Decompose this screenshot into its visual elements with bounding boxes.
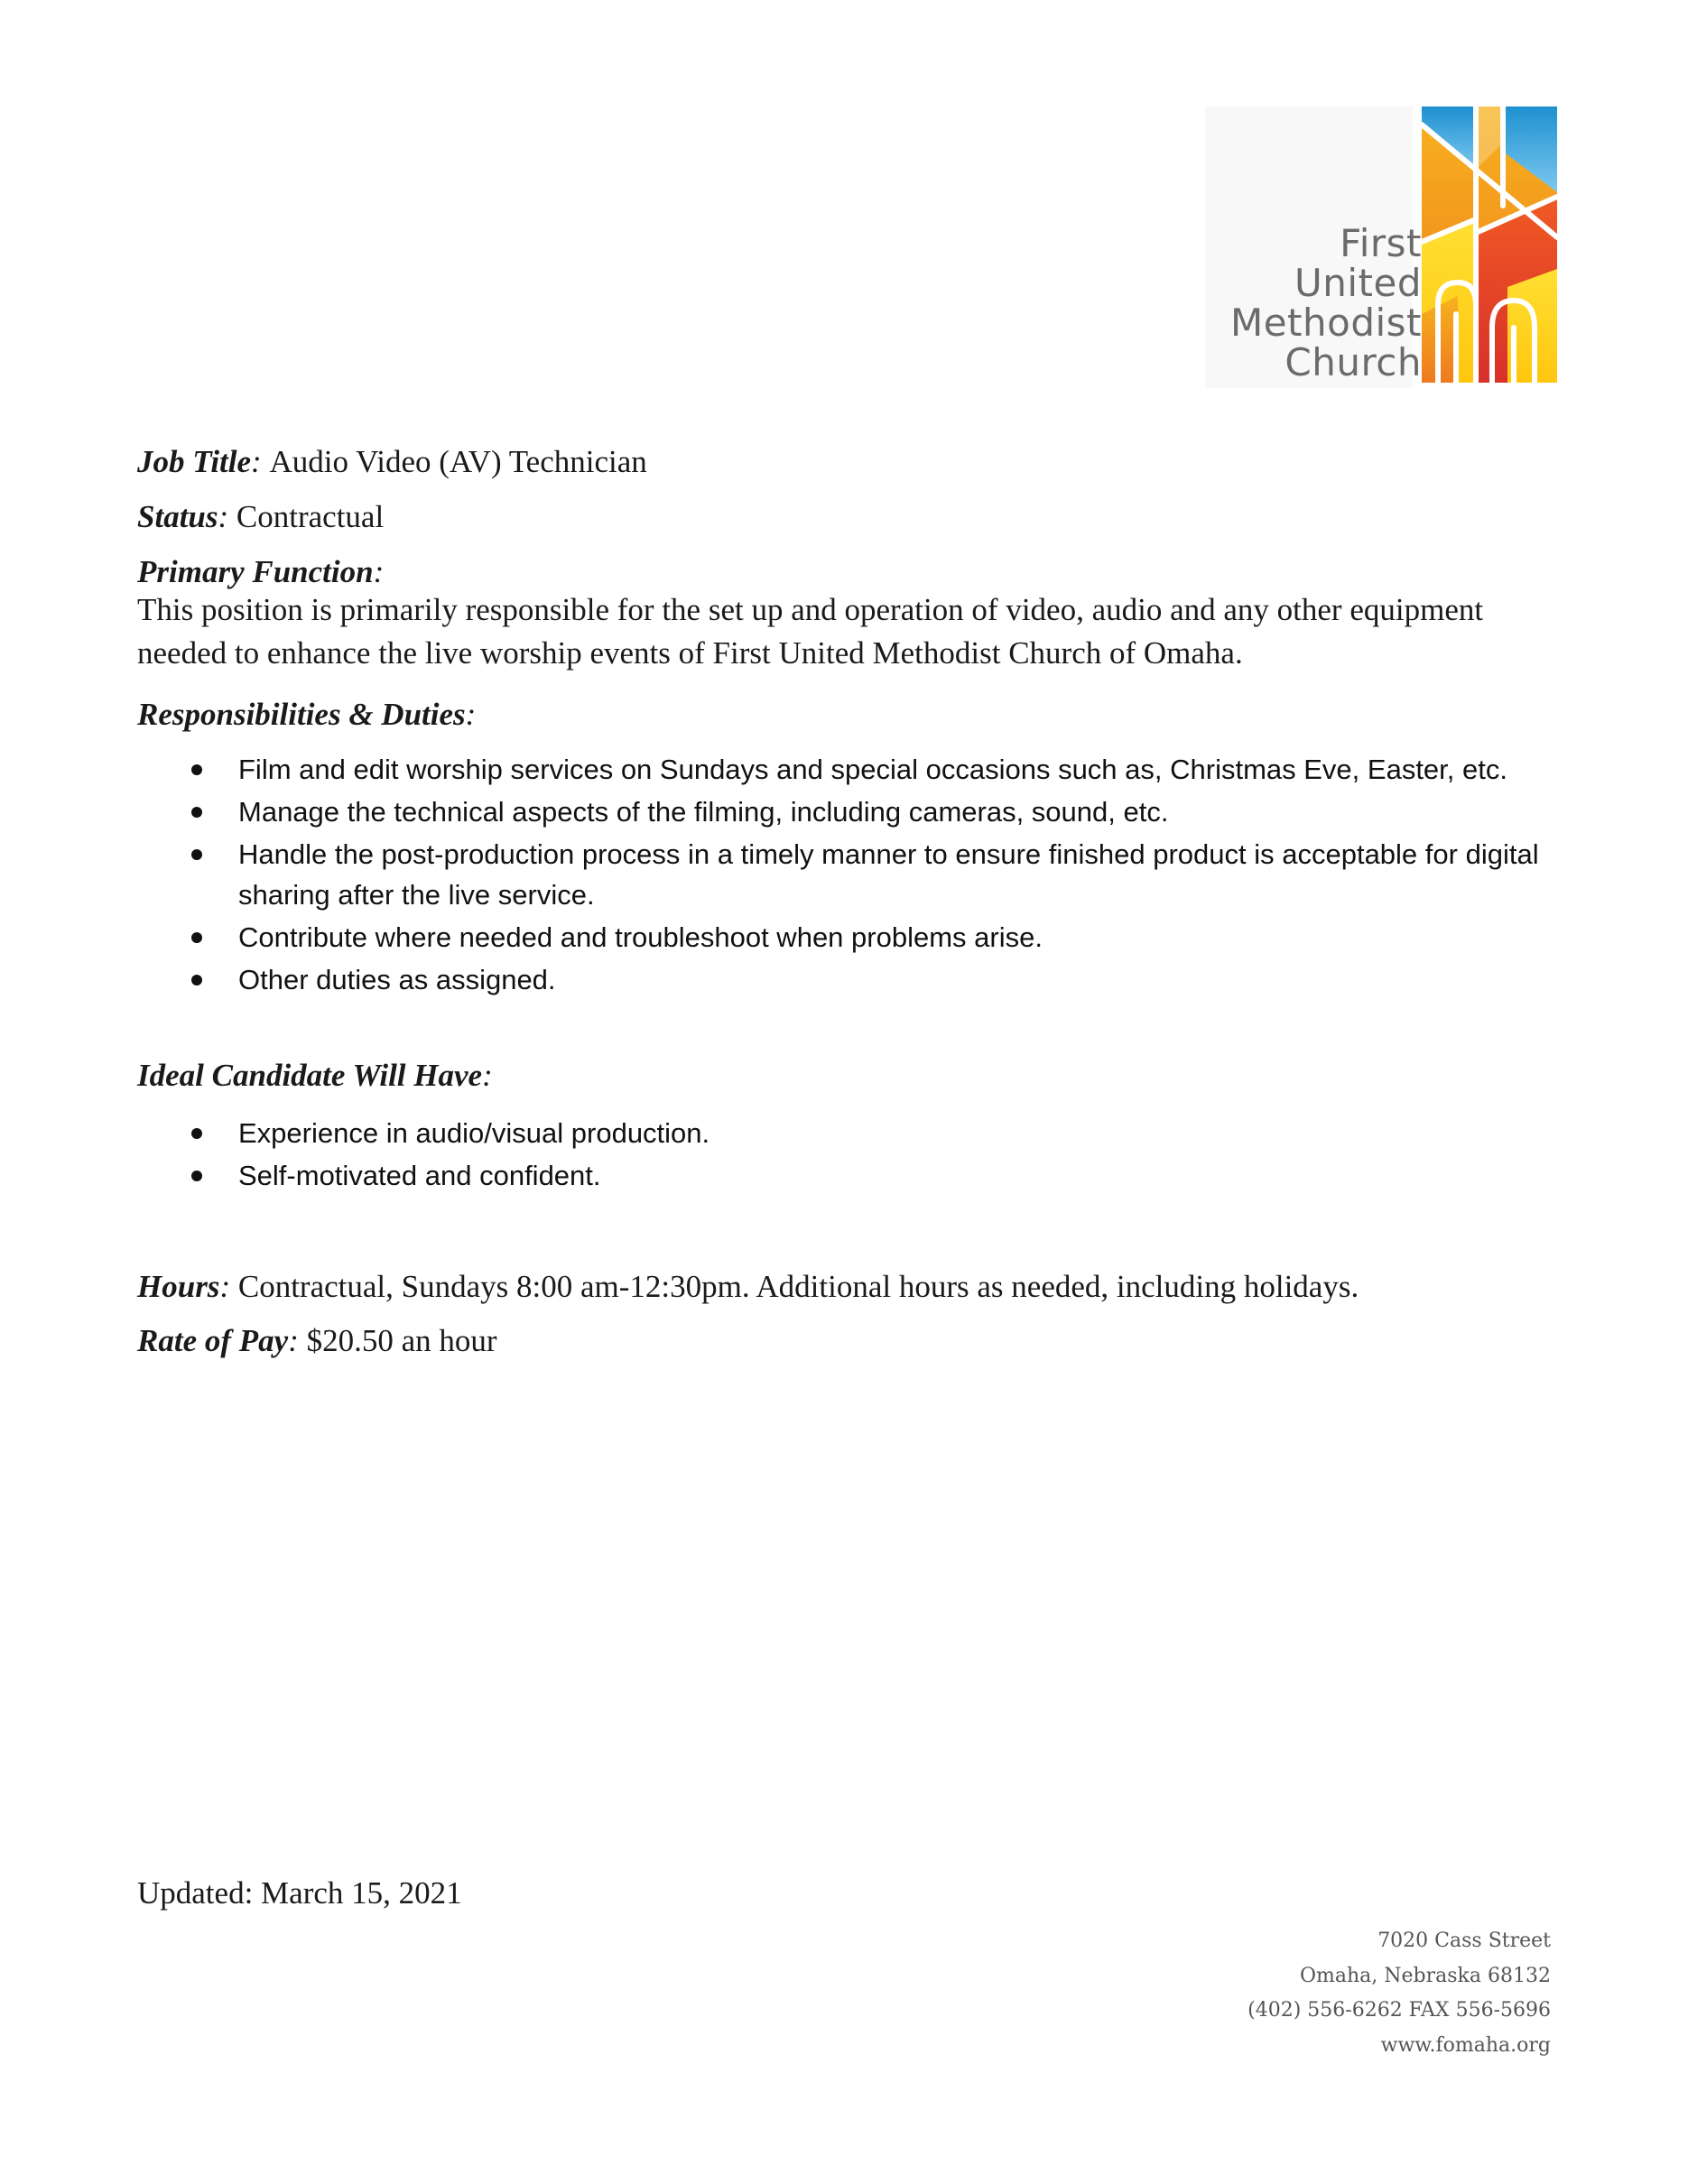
bullet-icon: [191, 1128, 202, 1139]
hours-label: Hours: [137, 1269, 220, 1304]
job-title-label: Job Title: [137, 444, 252, 479]
primary-function-text: This position is primarily responsible for the set up and operation of video, audio and any other equipment needed to enhance the live worship events of First United Methodist Church of Omaha.: [137, 592, 1484, 671]
rate-of-pay-field: Rate of Pay: $20.50 an hour: [137, 1323, 497, 1358]
bullet-icon: [191, 849, 202, 860]
bullet-icon: [191, 807, 202, 818]
list-item: Self-motivated and confident.: [137, 1155, 1545, 1196]
address-website: www.fomaha.org: [1380, 2033, 1551, 2057]
ideal-candidate-list: [137, 1113, 1545, 1198]
list-item: Contribute where needed and troubleshoot when problems arise.: [137, 917, 1545, 958]
logo-line-methodist: Methodist: [1229, 301, 1422, 345]
address-street: 7020 Cass Street: [1377, 1930, 1551, 1952]
church-address: [1247, 1924, 1551, 2063]
status-value: Contractual: [236, 499, 385, 534]
bullet-icon: [191, 764, 202, 775]
list-item: Manage the technical aspects of the filming, including cameras, sound, etc.: [137, 791, 1545, 832]
ideal-candidate-heading: Ideal Candidate Will Have:: [137, 1058, 493, 1093]
list-item: Film and edit worship services on Sundays and special occasions such as, Christmas Eve, Easter, etc.: [137, 749, 1545, 790]
address-city: Omaha, Nebraska 68132: [1300, 1964, 1551, 1987]
address-phone: (402) 556-6262 FAX 556-5696: [1247, 1999, 1551, 2022]
stained-glass-icon: [1422, 106, 1557, 383]
logo-line-first: First: [1340, 221, 1422, 265]
list-item: Handle the post-production process in a timely manner to ensure finished product is acceptable for digital sharing after the live service.: [137, 834, 1545, 915]
primary-function-heading: Primary Function:: [137, 554, 385, 589]
status-label: Status: [137, 499, 218, 534]
bullet-icon: [191, 932, 202, 943]
job-title-value: Audio Video (AV) Technician: [269, 444, 647, 479]
updated-date: Updated: March 15, 2021: [137, 1875, 462, 1911]
status-field: Status: Contractual: [137, 499, 385, 534]
bullet-icon: [191, 975, 202, 986]
responsibilities-list: [137, 749, 1545, 1002]
logo-wordmark: [1229, 221, 1422, 384]
church-logo: [1205, 106, 1557, 388]
bullet-icon: [191, 1171, 202, 1181]
job-title-field: Job Title: Audio Video (AV) Technician: [137, 444, 647, 479]
logo-line-united: United: [1294, 261, 1422, 305]
list-item: Experience in audio/visual production.: [137, 1113, 1545, 1153]
responsibilities-heading: Responsibilities & Duties:: [137, 697, 477, 732]
list-item: Other duties as assigned.: [137, 959, 1545, 1000]
rate-of-pay-value: $20.50 an hour: [306, 1323, 497, 1358]
logo-line-church: Church: [1285, 340, 1422, 384]
rate-of-pay-label: Rate of Pay: [137, 1323, 289, 1358]
hours-value: Contractual, Sundays 8:00 am-12:30pm. Additional hours as needed, including holidays.: [237, 1269, 1359, 1304]
hours-field: Hours: Contractual, Sundays 8:00 am-12:30pm. Additional hours as needed, including holidays.: [137, 1269, 1359, 1304]
